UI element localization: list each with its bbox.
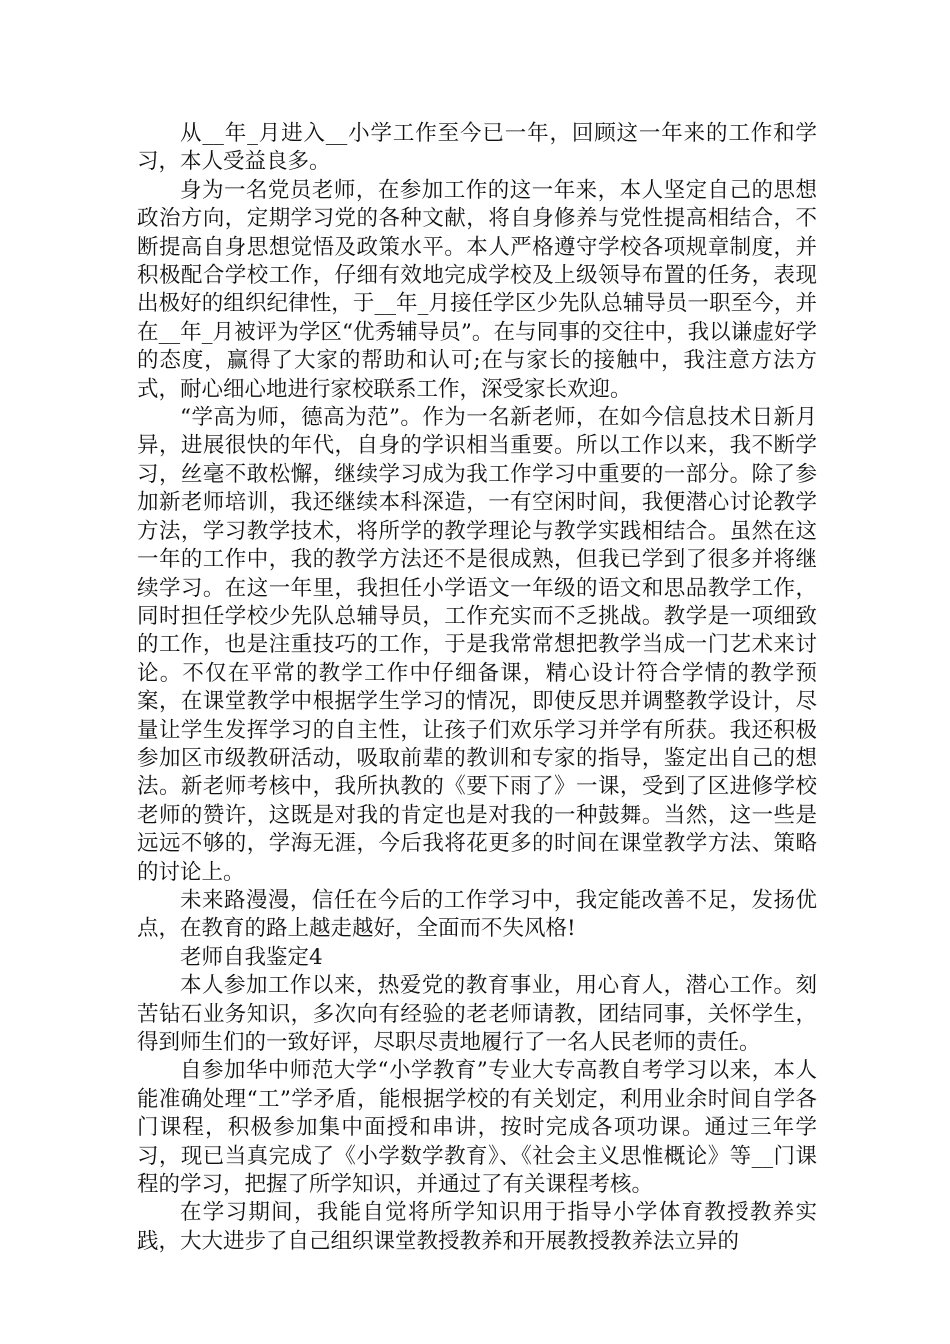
paragraph-self-study: 自参加华中师范大学“小学教育”专业大专高教自考学习以来，本人能准确处理“工”学矛盾，能根据学校的有关划定，利用业余时间自学各门课程，积极参加集中面授和串讲，按时完成各项功课。通过三年学习，现已当真完成了《小学数学教育》、《社会主义思惟概论》等__门课程的学习，把握了所学知识，并通过了有关课程考核。	[137, 1058, 817, 1198]
section-heading: 老师自我鉴定4	[180, 944, 323, 970]
document-body	[137, 120, 817, 1256]
paragraph-future-outlook: 未来路漫漫，信任在今后的工作学习中，我定能改善不足，发扬优点，在教育的路上越走越好，全面而不失风格!	[137, 887, 817, 942]
paragraph-practice: 在学习期间，我能自觉将所学知识用于指导小学体育教授教养实践，大大进步了自己组织课堂教授教养和开展教授教养法立异的	[137, 1200, 817, 1254]
paragraph-intro: 从__年_月进入__小学工作至今已一年，回顾这一年来的工作和学习，本人受益良多。	[137, 121, 817, 175]
paragraph-political-conduct: 身为一名党员老师，在参加工作的这一年来，本人坚定自己的思想政治方向，定期学习党的各种文献，将自身修养与党性提高相结合，不断提高自身思想觉悟及政策水平。本人严格遵守学校各项规章制度，并积极配合学校工作，仔细有效地完成学校及上级领导布置的任务，表现出极好的组织纪律性，于__年_月接任学区少先队总辅导员一职至今，并在__年_月被评为学区“优秀辅导员”。在与同事的交往中，我以谦虚好学的态度，赢得了大家的帮助和认可;在与家长的接触中，我注意方法方式，耐心细心地进行家校联系工作，深受家长欢迎。	[137, 177, 817, 402]
paragraph-teaching-study: “学高为师，德高为范”。作为一名新老师，在如今信息技术日新月异，进展很快的年代，自身的学识相当重要。所以工作以来，我不断学习，丝毫不敢松懈，继续学习成为我工作学习中重要的一部分。除了参加新老师培训，我还继续本科深造，一有空闲时间，我便潜心讨论教学方法，学习教学技术，将所学的教学理论与教学实践相结合。虽然在这一年的工作中，我的教学方法还不是很成熟，但我已学到了很多并将继续学习。在这一年里，我担任小学语文一年级的语文和思品教学工作，同时担任学校少先队总辅导员，工作充实而不乏挑战。教学是一项细致的工作，也是注重技巧的工作，于是我常常想把教学当成一门艺术来讨论。不仅在平常的教学工作中仔细备课，精心设计符合学情的教学预案，在课堂教学中根据学生学习的情况，即使反思并调整教学设计，尽量让学生发挥学习的自主性，让孩子们欢乐学习并学有所获。我还积极参加区市级教研活动，吸取前辈的教训和专家的指导，鉴定出自己的想法。新老师考核中，我所执教的《要下雨了》一课，受到了区进修学校老师的赞许，这既是对我的肯定也是对我的一种鼓舞。当然，这一些是远远不够的，学海无涯，今后我将花更多的时间在课堂教学方法、策略的讨论上。	[137, 405, 817, 885]
paragraph-work-attitude: 本人参加工作以来，热爱党的教育事业，用心育人，潜心工作。刻苦钻石业务知识，多次向有经验的老老师请教，团结同事，关怀学生，得到师生们的一致好评，尽职尽责地履行了一名人民老师的责任。	[137, 973, 817, 1055]
